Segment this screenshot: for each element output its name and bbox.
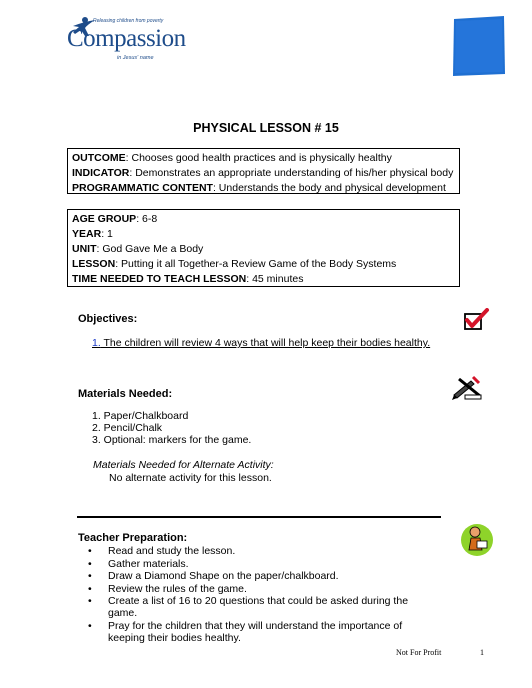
- prep-item-text: Draw a Diamond Shape on the paper/chalkboard.: [108, 570, 339, 582]
- year-text: : 1: [101, 228, 113, 240]
- lesson-label: LESSON: [72, 258, 116, 270]
- material-item: 1. Paper/Chalkboard: [92, 410, 189, 422]
- bullet: •: [88, 595, 92, 607]
- blue-corner-block: [452, 16, 506, 76]
- time-line: [72, 272, 455, 287]
- age-line: [72, 212, 455, 227]
- compassion-logo: [55, 18, 186, 68]
- bullet: •: [88, 557, 92, 570]
- time-label: TIME NEEDED TO TEACH LESSON: [72, 273, 247, 285]
- teacher-prep-heading: Teacher Preparation:: [78, 532, 188, 544]
- prep-item: [88, 558, 418, 570]
- pencil-tools-icon: [451, 373, 483, 401]
- lesson-text: : Putting it all Together-a Review Game of the Body Systems: [115, 258, 397, 270]
- outcome-text: : Chooses good health practices and is physically healthy: [125, 152, 392, 164]
- prep-item: [88, 620, 418, 644]
- indicator-line: [72, 166, 455, 181]
- year-line: [72, 227, 455, 242]
- objectives-heading: Objectives:: [78, 313, 138, 325]
- prep-item: [88, 595, 418, 619]
- objective-item: [92, 337, 430, 349]
- section-divider: [77, 516, 441, 518]
- lesson-info-box: [67, 209, 460, 287]
- programmatic-line: [72, 181, 455, 196]
- teacher-figure-icon: [460, 522, 494, 558]
- bullet: •: [88, 545, 92, 557]
- lesson-line: [72, 257, 455, 272]
- logo-wordmark: Compassion: [67, 25, 186, 52]
- prep-item-text: Review the rules of the game.: [108, 582, 247, 595]
- prep-item-text: Gather materials.: [108, 557, 189, 570]
- logo-tagline: Releasing children from poverty: [93, 18, 164, 24]
- footer-text: Not For Profit: [396, 648, 442, 657]
- prep-item: [88, 570, 418, 582]
- age-label: AGE GROUP: [72, 213, 137, 225]
- programmatic-label: PROGRAMMATIC CONTENT: [72, 182, 213, 194]
- prep-item: [88, 545, 418, 557]
- alternate-materials-text: No alternate activity for this lesson.: [109, 472, 272, 484]
- objective-text: The children will review 4 ways that will help keep their bodies healthy.: [100, 337, 431, 349]
- prep-item-text: Pray for the children that they will understand the importance of keeping their bodies healthy.: [108, 619, 403, 644]
- outcome-box: [67, 148, 460, 194]
- page-number: 1: [480, 648, 484, 657]
- teacher-prep-list: [88, 545, 418, 644]
- checkmark-box-icon: [462, 308, 490, 332]
- material-item: 2. Pencil/Chalk: [92, 422, 163, 434]
- bullet: •: [88, 619, 92, 632]
- unit-line: [72, 242, 455, 257]
- materials-list: [92, 410, 251, 446]
- unit-text: : God Gave Me a Body: [96, 243, 204, 255]
- material-item: 3. Optional: markers for the game.: [92, 434, 252, 446]
- objective-number: 1.: [92, 337, 101, 349]
- unit-label: UNIT: [72, 243, 97, 255]
- age-text: : 6-8: [136, 213, 158, 225]
- year-label: YEAR: [72, 228, 102, 240]
- alternate-materials-heading: Materials Needed for Alternate Activity:: [93, 459, 274, 471]
- prep-item-text: Create a list of 16 to 20 questions that could be asked during the game.: [108, 595, 409, 619]
- outcome-line: [72, 151, 455, 166]
- indicator-text: : Demonstrates an appropriate understanding of his/her physical body: [129, 167, 454, 179]
- time-text: : 45 minutes: [246, 273, 304, 285]
- materials-heading: Materials Needed:: [78, 388, 173, 400]
- bullet: •: [88, 582, 92, 595]
- prep-item-text: Read and study the lesson.: [108, 545, 236, 557]
- prep-item: [88, 583, 418, 595]
- bullet: •: [88, 570, 92, 582]
- outcome-label: OUTCOME: [72, 152, 126, 164]
- lesson-title: PHYSICAL LESSON # 15: [193, 121, 339, 135]
- indicator-label: INDICATOR: [72, 167, 130, 179]
- logo-subline: in Jesus' name: [117, 55, 154, 61]
- programmatic-text: : Understands the body and physical development: [212, 182, 446, 194]
